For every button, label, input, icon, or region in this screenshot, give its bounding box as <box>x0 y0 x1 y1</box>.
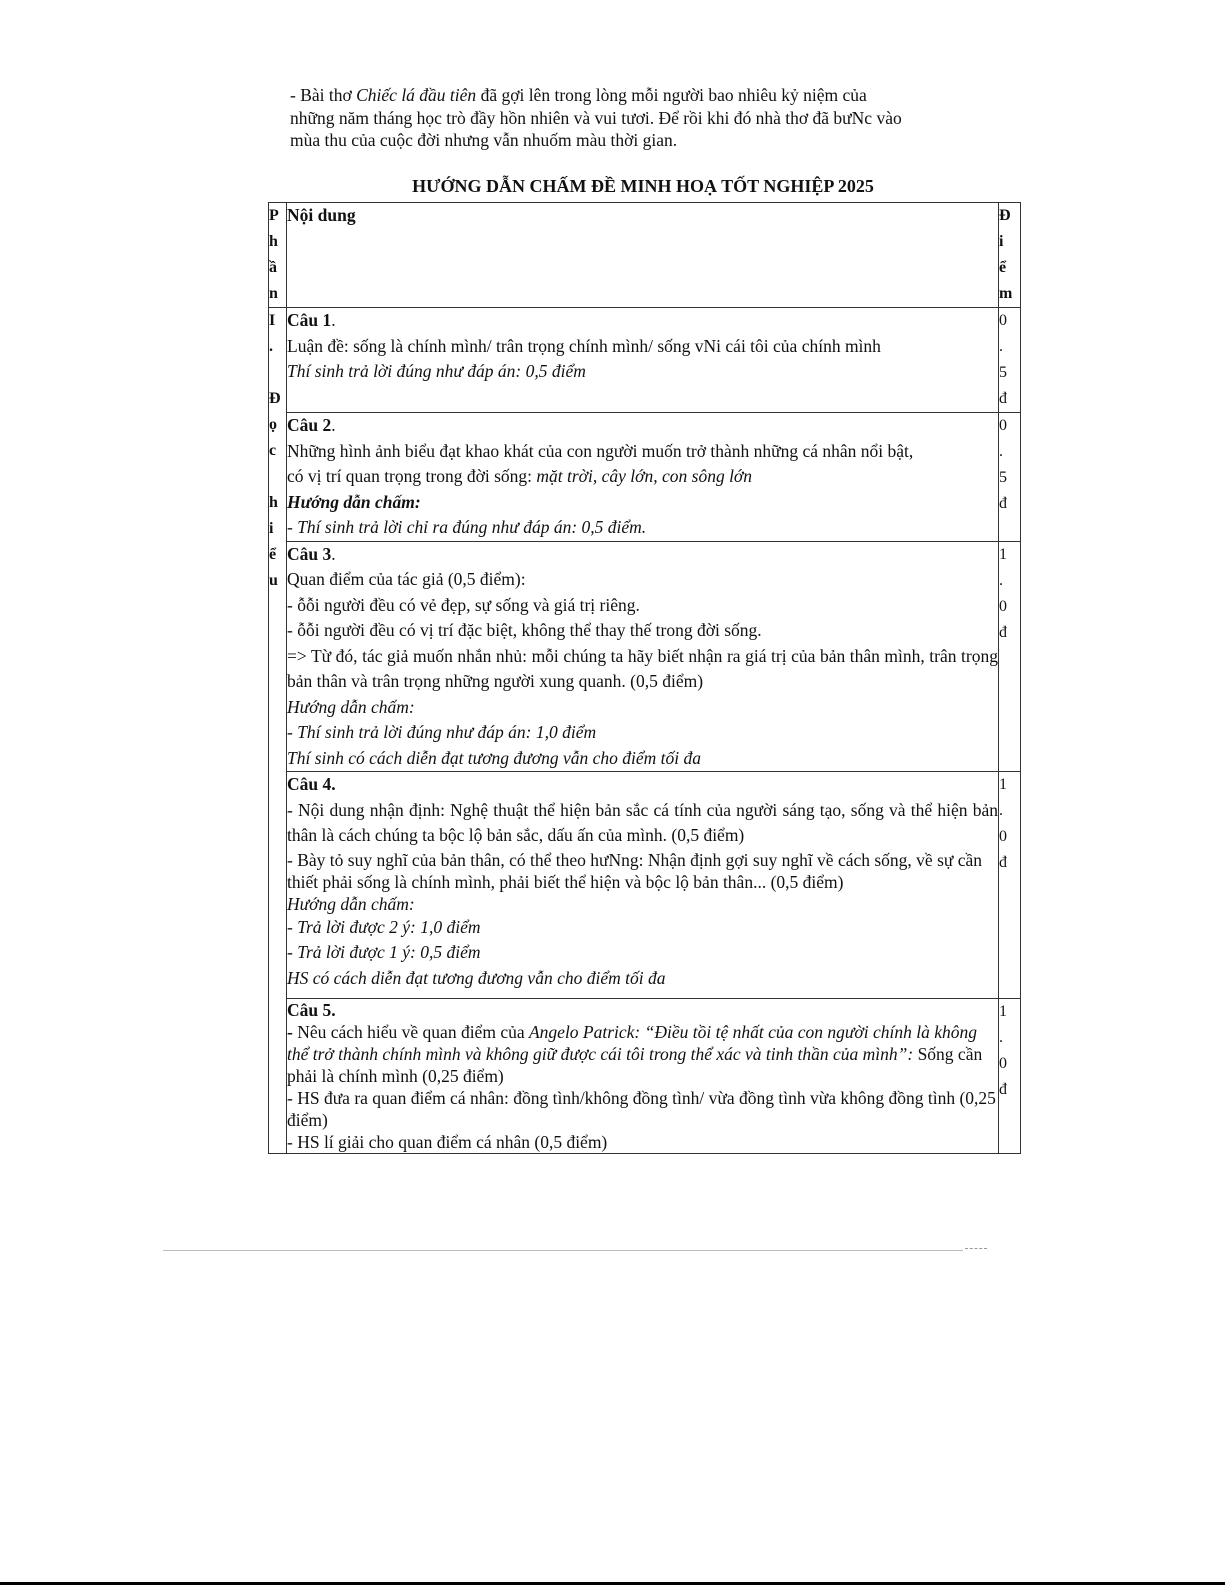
grading-table <box>268 202 1021 1154</box>
intro-line-3: mùa thu của cuộc đời nhưng vẫn nhuốm màu thời gian. <box>290 130 678 150</box>
cau-3-content: Câu 3. Quan điểm của tác giả (0,5 điểm): - ỗỗi người đều có vẻ đẹp, sự sống và giá trị riêng. - ỗỗi người đều có vị trí đặc biệt, không thể thay thế trong đời sống. => Từ đó, tác giả muốn nhắn nhủ: mỗi chúng ta hãy biết nhận ra giá trị của bản thân mình, trân trọng bản thân và trân trọng những người xung quanh. (0,5 điểm) Hướng dẫn chấm: - Thí sinh trả lời đúng như đáp án: 1,0 điểm Thí sinh có cách diễn đạt tương đương vẫn cho điểm tối đa <box>287 541 999 772</box>
cau-4-content: Câu 4. - Nội dung nhận định: Nghệ thuật thể hiện bản sắc cá tính của người sáng tạo, sống và thể hiện bản thân là cách chúng ta bộc lộ bản sắc, dấu ấn của mình. (0,5 điểm) - Bày tỏ suy nghĩ của bản thân, có thể theo hưNng: Nhận định gợi suy nghĩ về cách sống, về sự cần thiết phải sống là chính mình, phải biết thể hiện và bộc lộ bản thân... (0,5 điểm) Hướng dẫn chấm: - Trả lời được 2 ý: 1,0 điểm - Trả lời được 1 ý: 0,5 điểm HS có cách diễn đạt tương đương vẫn cho điểm tối đa <box>287 772 999 999</box>
cau-5-label: Câu 5. <box>287 1000 336 1020</box>
table-header-row <box>269 203 1021 308</box>
cau-2-content: Câu 2. Những hình ảnh biểu đạt khao khát của con người muốn trở thành những cá nhân nổi bật, có vị trí quan trọng trong đời sống: mặt trời, cây lớn, con sông lớn Hướng dẫn chấm: - Thí sinh trả lời chỉ ra đúng như đáp án: 0,5 điểm. <box>287 413 999 542</box>
cau-3-label: Câu 3 <box>287 543 332 564</box>
quote: Angelo Patrick: “Điều tồi tệ nhất của con người chính là không thể trở thành chính mình và không giữ được cái tôi trong thể xác và tinh thần của mình”: <box>287 1022 978 1064</box>
phan-doc-hieu: I . Đ ọ c h i ể u <box>269 308 287 772</box>
page-title: HƯỚNG DẪN CHẤM ĐỀ MINH HOẠ TỐT NGHIỆP 2025 <box>412 176 874 196</box>
cau-1-label: Câu 1 <box>287 310 332 330</box>
cau-5-diem: 1 . 0 đ <box>999 999 1021 1154</box>
table-row <box>269 413 1021 542</box>
page-separator-dash <box>965 1248 987 1249</box>
cau-4-label: Câu 4. <box>287 774 336 794</box>
table-row <box>269 772 1021 999</box>
cau-4-diem: 1 . 0 đ <box>999 772 1021 999</box>
header-noi-dung: Nội dung <box>287 203 999 308</box>
cau-3-diem: 1 . 0 đ <box>999 541 1021 772</box>
page-separator <box>163 1250 963 1251</box>
cau-1-content: Câu 1. Luận đề: sống là chính mình/ trân trọng chính mình/ sống vNi cái tôi của chính mình Thí sinh trả lời đúng như đáp án: 0,5 điểm <box>287 308 999 413</box>
cau-5-content: Câu 5. - Nêu cách hiểu về quan điểm của Angelo Patrick: “Điều tồi tệ nhất của con người chính là không thể trở thành chính mình và không giữ được cái tôi trong thể xác và tinh thần của mình”: Sống cần phải là chính mình (0,25 điểm) - HS đưa ra quan điểm cá nhân: đồng tình/không đồng tình/ vừa đồng tình vừa không đồng tình (0,25 điểm) - HS lí giải cho quan điểm cá nhân (0,5 điểm) <box>287 999 999 1154</box>
table-row <box>269 999 1021 1154</box>
intro-line-1: - Bài thơ Chiếc lá đầu tiên đã gợi lên trong lòng mỗi người bao nhiêu kỷ niệm của <box>290 85 867 105</box>
phan-empty <box>269 772 287 1154</box>
cau-2-label: Câu 2 <box>287 415 332 435</box>
cau-2-diem: 0 . 5 đ <box>999 413 1021 542</box>
intro-line-2: những năm tháng học trò đầy hồn nhiên và vui tươi. Để rồi khi đó nhà thơ đã bưNc vào <box>290 107 902 128</box>
cau-1-diem: 0 . 5 đ <box>999 308 1021 413</box>
intro-paragraph <box>290 84 990 152</box>
table-row <box>269 541 1021 772</box>
poem-title: Chiếc lá đầu tiên <box>356 85 477 105</box>
table-row <box>269 308 1021 413</box>
header-phan: P h ầ n <box>269 203 287 308</box>
header-diem: Đ i ể m <box>999 203 1021 308</box>
